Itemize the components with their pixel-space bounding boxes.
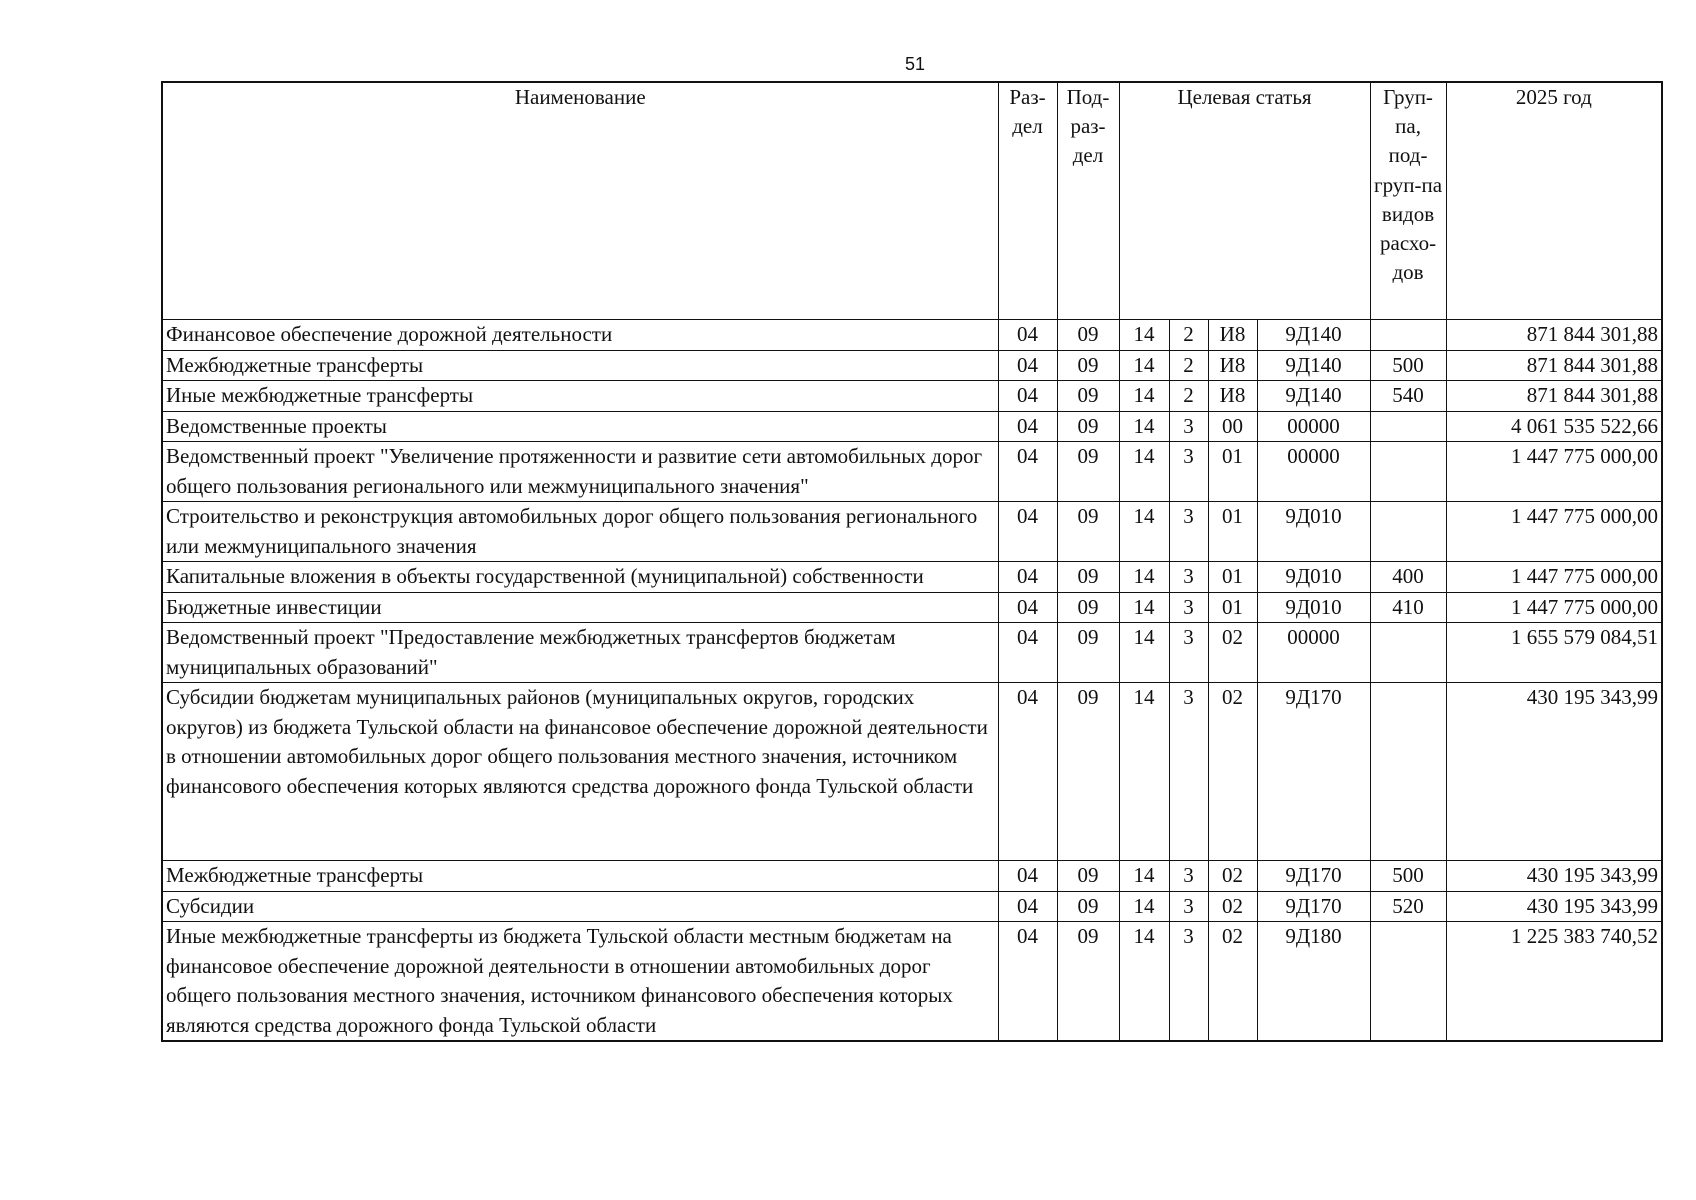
table-row (162, 592, 1662, 623)
table-row (162, 502, 1662, 562)
cell-target-element: И8 (1208, 320, 1257, 351)
cell-target-element: 01 (1208, 442, 1257, 502)
cell-name: Капитальные вложения в объекты государственной (муниципальной) собственности (162, 562, 998, 593)
cell-name: Ведомственный проект "Предоставление межбюджетных трансфертов бюджетам муниципальных образований" (162, 623, 998, 683)
table-row (162, 623, 1662, 683)
cell-target-type: 2 (1169, 381, 1208, 412)
cell-amount: 871 844 301,88 (1446, 381, 1662, 412)
cell-amount: 4 061 535 522,66 (1446, 411, 1662, 442)
cell-target-type: 3 (1169, 502, 1208, 562)
cell-target-type: 3 (1169, 442, 1208, 502)
cell-podrazdel: 09 (1057, 922, 1119, 1042)
cell-target-element: 02 (1208, 683, 1257, 861)
cell-amount: 430 195 343,99 (1446, 861, 1662, 892)
cell-name: Иные межбюджетные трансферты (162, 381, 998, 412)
cell-target-element: 02 (1208, 922, 1257, 1042)
cell-group (1370, 683, 1446, 861)
cell-target-program: 14 (1119, 320, 1169, 351)
cell-target-direction: 00000 (1257, 442, 1370, 502)
cell-amount: 871 844 301,88 (1446, 350, 1662, 381)
cell-target-program: 14 (1119, 502, 1169, 562)
cell-target-type: 3 (1169, 891, 1208, 922)
cell-target-program: 14 (1119, 891, 1169, 922)
header-podrazdel: Под-раз-дел (1057, 82, 1119, 320)
cell-target-element: 01 (1208, 502, 1257, 562)
cell-amount: 1 447 775 000,00 (1446, 562, 1662, 593)
cell-podrazdel: 09 (1057, 562, 1119, 593)
cell-group: 500 (1370, 350, 1446, 381)
page-number: 51 (904, 54, 926, 74)
table-row (162, 320, 1662, 351)
budget-table (161, 81, 1663, 1042)
cell-target-program: 14 (1119, 922, 1169, 1042)
cell-target-direction: 9Д140 (1257, 381, 1370, 412)
cell-target-direction: 00000 (1257, 411, 1370, 442)
cell-target-element: 01 (1208, 562, 1257, 593)
cell-target-type: 3 (1169, 562, 1208, 593)
cell-group: 500 (1370, 861, 1446, 892)
cell-target-type: 3 (1169, 861, 1208, 892)
cell-amount: 1 447 775 000,00 (1446, 502, 1662, 562)
cell-target-element: 00 (1208, 411, 1257, 442)
cell-name: Ведомственные проекты (162, 411, 998, 442)
cell-group (1370, 442, 1446, 502)
header-target: Целевая статья (1119, 82, 1370, 320)
cell-target-type: 3 (1169, 683, 1208, 861)
table-row (162, 562, 1662, 593)
cell-group: 410 (1370, 592, 1446, 623)
cell-target-direction: 9Д140 (1257, 350, 1370, 381)
cell-group (1370, 502, 1446, 562)
cell-group: 540 (1370, 381, 1446, 412)
cell-target-program: 14 (1119, 683, 1169, 861)
cell-group (1370, 623, 1446, 683)
cell-target-direction: 9Д170 (1257, 683, 1370, 861)
cell-podrazdel: 09 (1057, 623, 1119, 683)
cell-target-program: 14 (1119, 411, 1169, 442)
cell-amount: 1 655 579 084,51 (1446, 623, 1662, 683)
cell-target-type: 3 (1169, 411, 1208, 442)
table-row (162, 411, 1662, 442)
cell-target-program: 14 (1119, 562, 1169, 593)
cell-razdel: 04 (998, 922, 1057, 1042)
cell-razdel: 04 (998, 562, 1057, 593)
cell-target-direction: 00000 (1257, 623, 1370, 683)
cell-name: Субсидии бюджетам муниципальных районов (муниципальных округов, городских округов) из бюджета Тульской области на финансовое обеспечение дорожной деятельности в отношении автомобильных дорог общего пользования местного значения, источником финансового обеспечения которых являются средства дорожного фонда Тульской области (162, 683, 998, 861)
table-row (162, 922, 1662, 1042)
header-razdel: Раз-дел (998, 82, 1057, 320)
cell-target-type: 2 (1169, 350, 1208, 381)
cell-amount: 871 844 301,88 (1446, 320, 1662, 351)
cell-name: Субсидии (162, 891, 998, 922)
cell-target-direction: 9Д170 (1257, 891, 1370, 922)
cell-amount: 430 195 343,99 (1446, 683, 1662, 861)
cell-target-program: 14 (1119, 442, 1169, 502)
cell-target-element: 01 (1208, 592, 1257, 623)
cell-target-element: 02 (1208, 891, 1257, 922)
cell-target-element: И8 (1208, 350, 1257, 381)
cell-podrazdel: 09 (1057, 442, 1119, 502)
cell-amount: 1 447 775 000,00 (1446, 592, 1662, 623)
cell-group (1370, 411, 1446, 442)
cell-target-program: 14 (1119, 861, 1169, 892)
cell-podrazdel: 09 (1057, 891, 1119, 922)
cell-podrazdel: 09 (1057, 861, 1119, 892)
cell-target-type: 2 (1169, 320, 1208, 351)
cell-target-direction: 9Д170 (1257, 861, 1370, 892)
cell-target-direction: 9Д010 (1257, 592, 1370, 623)
header-year: 2025 год (1446, 82, 1662, 320)
cell-razdel: 04 (998, 592, 1057, 623)
cell-target-type: 3 (1169, 592, 1208, 623)
cell-podrazdel: 09 (1057, 592, 1119, 623)
cell-podrazdel: 09 (1057, 320, 1119, 351)
cell-target-direction: 9Д010 (1257, 562, 1370, 593)
table-row (162, 350, 1662, 381)
cell-target-element: 02 (1208, 861, 1257, 892)
cell-target-type: 3 (1169, 623, 1208, 683)
cell-name: Иные межбюджетные трансферты из бюджета Тульской области местным бюджетам на финансовое обеспечение дорожной деятельности в отношении автомобильных дорог общего пользования местного значения, источником финансового обеспечения которых являются средства дорожного фонда Тульской области (162, 922, 998, 1042)
cell-razdel: 04 (998, 502, 1057, 562)
cell-target-direction: 9Д140 (1257, 320, 1370, 351)
cell-name: Строительство и реконструкция автомобильных дорог общего пользования регионального или межмуниципального значения (162, 502, 998, 562)
cell-group: 400 (1370, 562, 1446, 593)
cell-razdel: 04 (998, 381, 1057, 412)
cell-razdel: 04 (998, 320, 1057, 351)
cell-group (1370, 922, 1446, 1042)
cell-name: Ведомственный проект "Увеличение протяженности и развитие сети автомобильных дорог общего пользования регионального или межмуниципального значения" (162, 442, 998, 502)
cell-amount: 1 225 383 740,52 (1446, 922, 1662, 1042)
cell-name: Межбюджетные трансферты (162, 350, 998, 381)
cell-target-direction: 9Д010 (1257, 502, 1370, 562)
cell-razdel: 04 (998, 623, 1057, 683)
header-row (162, 82, 1662, 320)
cell-razdel: 04 (998, 350, 1057, 381)
cell-podrazdel: 09 (1057, 381, 1119, 412)
cell-podrazdel: 09 (1057, 683, 1119, 861)
cell-razdel: 04 (998, 442, 1057, 502)
table-row (162, 442, 1662, 502)
cell-target-type: 3 (1169, 922, 1208, 1042)
cell-target-element: И8 (1208, 381, 1257, 412)
table-row (162, 861, 1662, 892)
cell-target-direction: 9Д180 (1257, 922, 1370, 1042)
cell-razdel: 04 (998, 891, 1057, 922)
cell-podrazdel: 09 (1057, 350, 1119, 381)
cell-target-program: 14 (1119, 350, 1169, 381)
cell-name: Бюджетные инвестиции (162, 592, 998, 623)
cell-group (1370, 320, 1446, 351)
table-row (162, 683, 1662, 861)
cell-razdel: 04 (998, 861, 1057, 892)
table-row (162, 891, 1662, 922)
table-row (162, 381, 1662, 412)
cell-target-element: 02 (1208, 623, 1257, 683)
cell-amount: 430 195 343,99 (1446, 891, 1662, 922)
cell-target-program: 14 (1119, 623, 1169, 683)
cell-group: 520 (1370, 891, 1446, 922)
cell-name: Межбюджетные трансферты (162, 861, 998, 892)
cell-razdel: 04 (998, 411, 1057, 442)
cell-podrazdel: 09 (1057, 411, 1119, 442)
header-group: Груп-па, под-груп-па видов расхо-дов (1370, 82, 1446, 320)
header-name: Наименование (162, 82, 998, 320)
cell-target-program: 14 (1119, 381, 1169, 412)
cell-amount: 1 447 775 000,00 (1446, 442, 1662, 502)
cell-razdel: 04 (998, 683, 1057, 861)
cell-target-program: 14 (1119, 592, 1169, 623)
cell-podrazdel: 09 (1057, 502, 1119, 562)
cell-name: Финансовое обеспечение дорожной деятельности (162, 320, 998, 351)
